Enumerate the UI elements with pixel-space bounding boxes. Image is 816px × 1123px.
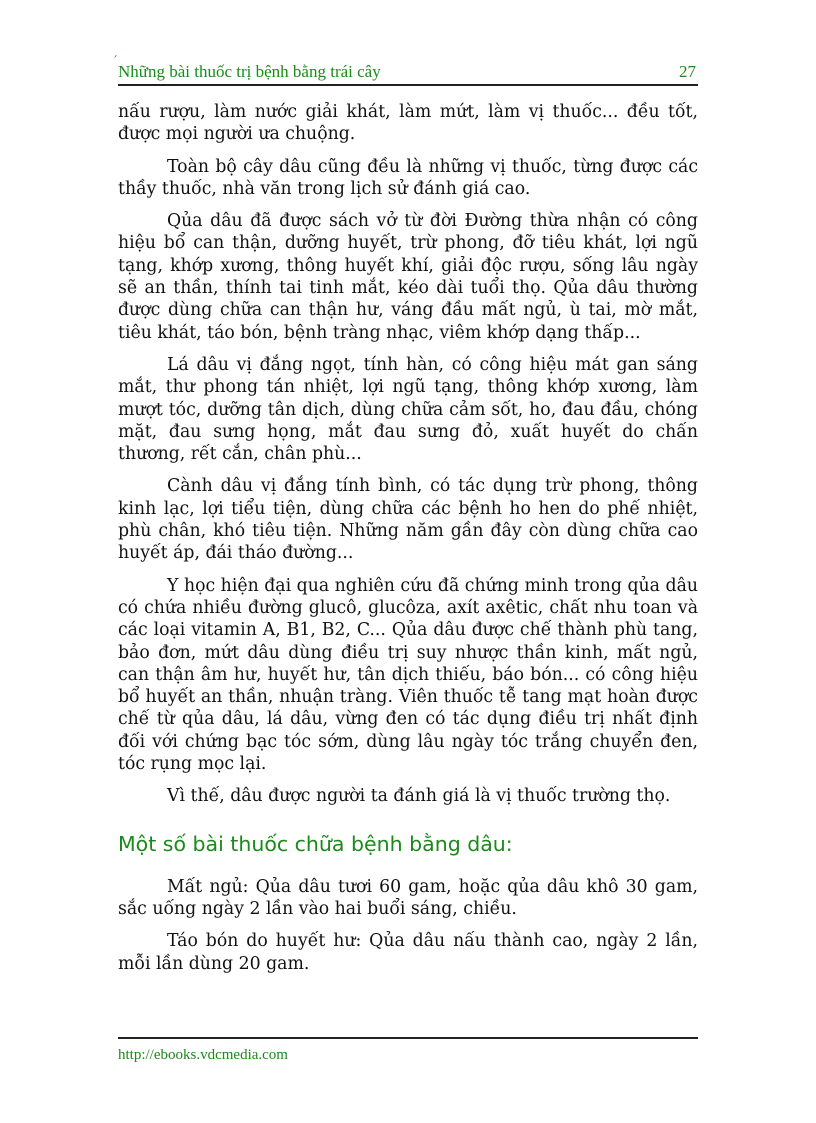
header-mark: ´ [112,54,118,68]
paragraph: Lá dâu vị đắng ngọt, tính hàn, có công hiệu mát gan sáng mắt, thư phong tán nhiệt, lợi ngũ tạng, thông khớp xương, làm mượt tóc, dưỡng tân dịch, dùng chữa cảm sốt, ho, đau đầu, chóng mặt, đau sưng họng, mắt đau sưng đỏ, xuất huyết do chấn thương, rết cắn, chân phù... [118,354,698,465]
paragraph: nấu rượu, làm nước giải khát, làm mứt, làm vị thuốc... đều tốt, được mọi người ưa chuộng. [118,102,698,145]
paragraph: Y học hiện đại qua nghiên cứu đã chứng minh trong qủa dâu có chứa nhiều đường glucô, glucôza, axít axêtic, chất nhu toan và các loại vitamin A, B1, B2, C... Qủa dâu được chế thành phù tang, bảo đơn, mứt dâu dùng điều trị suy nhược thần kinh, mất ngủ, can thận âm hư, huyết hư, tân dịch thiếu, báo bón... có công hiệu bổ huyết an thần, nhuận tràng. Viên thuốc tễ tang mạt hoàn được chế từ qủa dâu, lá dâu, vừng đen có tác dụng điều trị nhất định đối với chứng bạc tóc sớm, dùng lâu ngày tóc trắng chuyển đen, tóc rụng mọc lại. [118,575,698,775]
footer-link[interactable]: http://ebooks.vdcmedia.com [118,1047,288,1063]
running-title: Những bài thuốc trị bệnh bằng trái cây [118,62,381,81]
remedy-paragraph: Táo bón do huyết hư: Qủa dâu nấu thành cao, ngày 2 lần, mỗi lần dùng 20 gam. [118,931,698,974]
paragraph: Cành dâu vị đắng tính bình, có tác dụng trừ phong, thông kinh lạc, lợi tiểu tiện, dùng chữa các bệnh ho hen do phế nhiệt, phù chân, khó tiêu tiện. Những năm gần đây còn dùng chữa cao huyết áp, đái tháo đường... [118,476,698,564]
page-number: 27 [679,62,696,81]
page-footer [118,1037,698,1064]
paragraph: Qủa dâu đã được sách vở từ đời Đường thừa nhận có công hiệu bổ can thận, dưỡng huyết, trừ phong, đỡ tiêu khát, lợi ngũ tạng, khớp xương, thông huyết khí, giải độc rượu, sống lâu ngày sẽ an thần, thính tai tinh mắt, kéo dài tuổi thọ. Qủa dâu thường được dùng chữa can thận hư, váng đầu mất ngủ, ù tai, mờ mắt, tiêu khát, táo bón, bệnh tràng nhạc, viêm khớp dạng thấp... [118,211,698,343]
remedy-paragraph: Mất ngủ: Qủa dâu tươi 60 gam, hoặc qủa dâu khô 30 gam, sắc uống ngày 2 lần vào hai buổi sáng, chiều. [118,876,698,919]
section-heading: Một số bài thuốc chữa bệnh bằng dâu: [118,831,513,856]
page-header [112,54,698,86]
page-body [118,101,698,985]
paragraph: Vì thế, dâu được người ta đánh giá là vị thuốc trường thọ. [167,786,671,807]
paragraph: Toàn bộ cây dâu cũng đều là những vị thuốc, từng được các thầy thuốc, nhà văn trong lịch sử đánh giá cao. [118,156,698,199]
